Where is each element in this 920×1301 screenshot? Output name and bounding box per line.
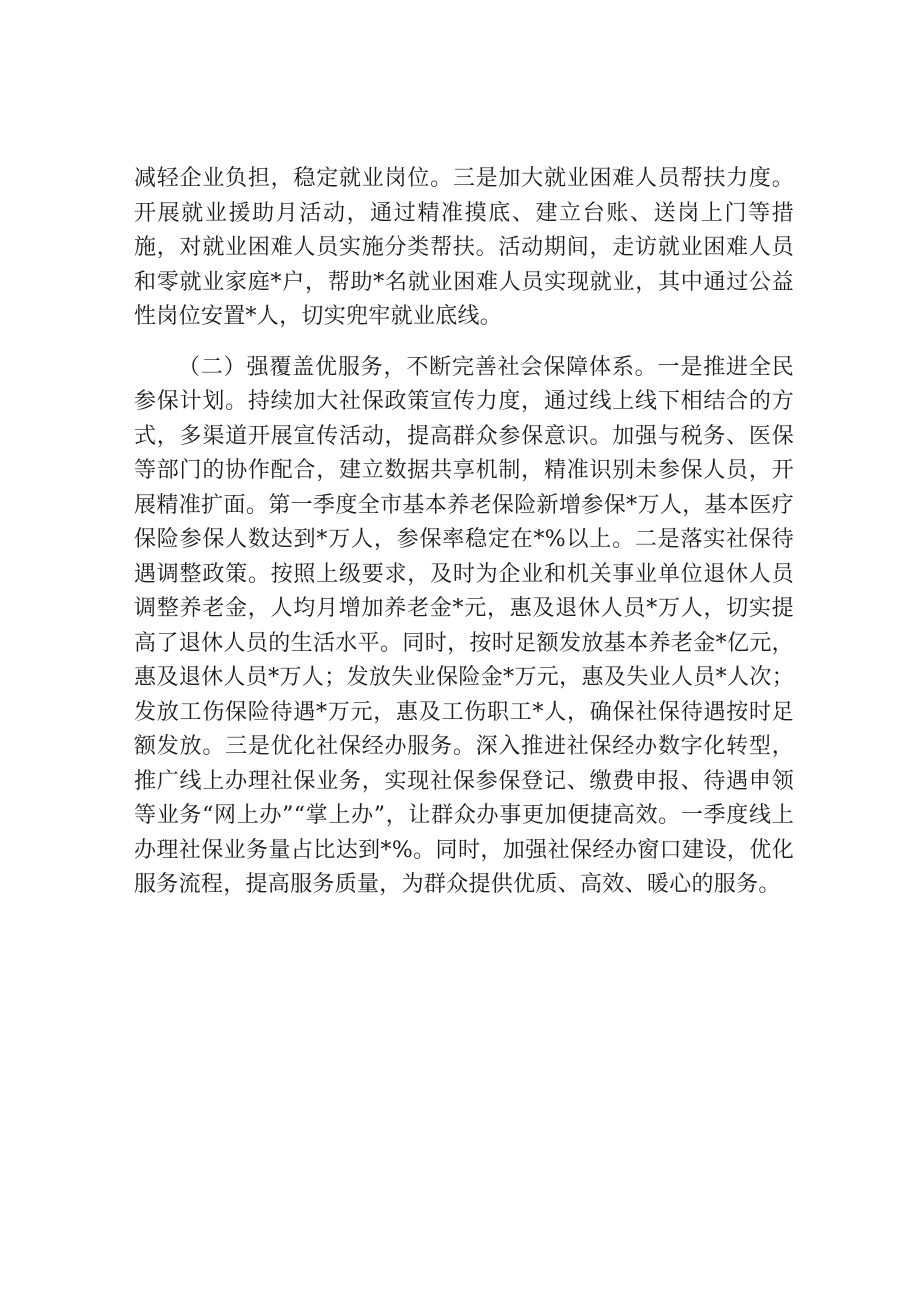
paragraph-social-security: （二）强覆盖优服务，不断完善社会保障体系。一是推进全民参保计划。持续加大社保政策宣传力度，通过线上线下相结合的方式，多渠道开展宣传活动，提高群众参保意识。加强与税务、医保等部门的协作配合，建立数据共享机制，精准识别未参保人员，开展精准扩面。第一季度全市基本养老保险新增参保*万人，基本医疗保险参保人数达到*万人，参保率稳定在*%以上。二是落实社保待遇调整政策。按照上级要求，及时为企业和机关事业单位退休人员调整养老金，人均月增加养老金*元，惠及退休人员*万人，切实提高了退休人员的生活水平。同时，按时足额发放基本养老金*亿元，惠及退休人员*万人；发放失业保险金*万元，惠及失业人员*人次；发放工伤保险待遇*万元，惠及工伤职工*人，确保社保待遇按时足额发放。三是优化社保经办服务。深入推进社保经办数字化转型，推广线上办理社保业务，实现社保参保登记、缴费申报、待遇申领等业务“网上办”“掌上办”，让群众办事更加便捷高效。一季度线上办理社保业务量占比达到*%。同时，加强社保经办窗口建设，优化服务流程，提高服务质量，为群众提供优质、高效、暖心的服务。: [134, 354, 794, 897]
paragraph-employment-assistance: 减轻企业负担，稳定就业岗位。三是加大就业困难人员帮扶力度。开展就业援助月活动，通过精准摸底、建立台账、送岗上门等措施，对就业困难人员实施分类帮扶。活动期间，走访就业困难人员和零就业家庭*户，帮助*名就业困难人员实现就业，其中通过公益性岗位安置*人，切实兜牢就业底线。: [134, 166, 794, 329]
document-body: [134, 162, 794, 903]
